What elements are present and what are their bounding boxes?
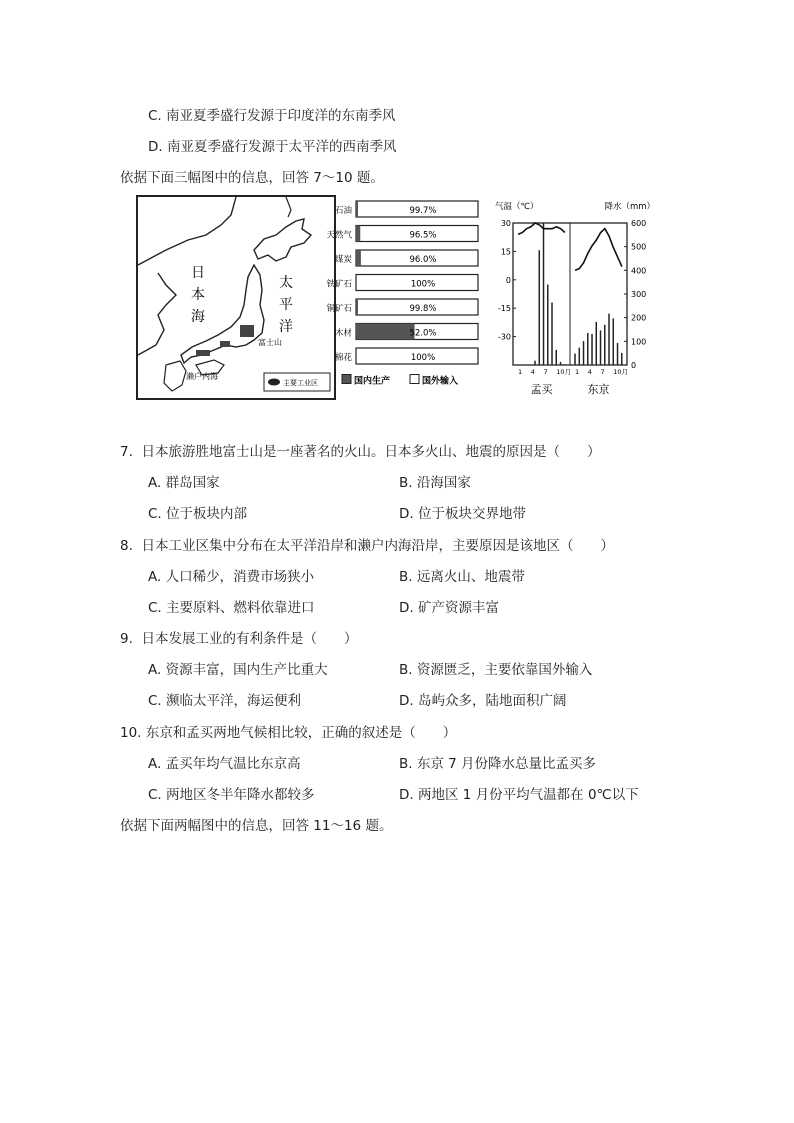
resource-value-label: 99.8% [409,304,437,314]
resource-domestic-bar [356,226,360,242]
resource-name: 铜矿石 [326,304,352,314]
q8-option-a[interactable]: A. 人口稀少，消费市场狭小 [148,569,315,585]
intro-7-10: 依据下面三幅图中的信息，回答 7～10 题。 [120,170,384,186]
climate-chart [495,195,655,400]
resource-value-label: 96.5% [409,230,437,241]
month-tick: 1 [518,368,523,376]
q7-option-d[interactable]: D. 位于板块交界地带 [399,506,526,522]
q10-option-a[interactable]: A. 孟买年均气温比东京高 [148,756,301,772]
q10-option-b[interactable]: B. 东京 7 月份降水总量比孟买多 [399,756,597,772]
resource-name: 天然气 [326,230,352,241]
resource-dependency-chart [326,195,490,400]
month-tick: 10月 [613,368,629,376]
precip-tick: 400 [631,266,647,276]
precip-bar [574,354,575,365]
month-tick: 1 [575,368,580,376]
month-tick: 4 [587,368,592,376]
map-label-pacific-2: 平 [279,297,293,313]
q9-option-c[interactable]: C. 濒临太平洋，海运便利 [148,693,302,709]
q9-option-a[interactable]: A. 资源丰富，国内生产比重大 [148,662,328,678]
q8-option-d[interactable]: D. 矿产资源丰富 [399,600,499,616]
q7-option-b[interactable]: B. 沿海国家 [399,475,471,491]
map-label-pacific-1: 太 [279,275,293,291]
month-tick: 10月 [556,368,572,376]
q7-option-a[interactable]: A. 群岛国家 [148,475,220,491]
resource-value-label: 100% [410,279,436,290]
precip-tick: 600 [631,219,647,228]
temp-tick: -30 [497,332,511,342]
q10-option-d[interactable]: D. 两地区 1 月份平均气温都在 0℃以下 [399,787,639,803]
question-stem: 日本工业区集中分布在太平洋沿岸和濑户内海沿岸，主要原因是该地区（ ） [141,538,614,554]
precip-tick: 0 [631,361,637,370]
precip-bar [560,362,561,365]
precip-bar [579,348,580,365]
q8-option-b[interactable]: B. 远离火山、地震带 [399,569,525,585]
precip-bar [608,314,609,365]
map-label-sea-japan-3: 海 [191,309,205,325]
question-number: 7. [120,444,133,460]
precip-bar [604,325,605,365]
temp-line [518,223,565,234]
precip-bar [621,353,622,365]
resource-value-label: 99.7% [409,206,437,216]
precip-bar [583,341,584,365]
precip-bar [587,333,588,365]
question-7 [120,440,600,460]
question-number: 9. [120,631,133,647]
resource-domestic-bar [356,324,415,340]
precip-bar [551,303,552,365]
month-tick: 7 [543,368,548,376]
precip-bar [564,364,565,365]
figure-group [130,195,670,400]
resource-domestic-bar [356,250,361,266]
precip-bar [534,361,535,365]
temp-line [575,229,622,271]
q9-option-b[interactable]: B. 资源匮乏，主要依靠国外输入 [399,662,593,678]
resource-name: 木材 [334,328,352,339]
question-stem: 东京和孟买两地气候相比较，正确的叙述是（ ） [145,725,457,741]
legend-industry-icon [268,379,280,386]
precip-bar [543,223,544,365]
japan-map [136,195,336,400]
precip-bar [539,250,540,365]
precip-bar [613,318,614,365]
question-9 [120,627,357,647]
city-label: 东京 [587,383,610,396]
q10-option-c[interactable]: C. 两地区冬半年降水都较多 [148,787,315,803]
resource-name: 煤炭 [334,255,352,265]
question-10 [120,721,456,741]
temp-tick: 15 [500,247,511,257]
legend-import-label: 国外输入 [422,376,459,387]
q7-option-c[interactable]: C. 位于板块内部 [148,506,248,522]
precip-tick: 300 [631,290,647,299]
map-label-seto: 濑户内海 [186,372,218,381]
map-legend-label: 主要工业区 [283,379,318,387]
temp-tick: 0 [505,275,511,285]
month-tick: 7 [600,368,605,376]
temp-tick: -15 [497,304,511,314]
month-tick: 4 [530,368,535,376]
temp-tick: 30 [500,219,511,228]
precip-bar [600,330,601,365]
q8-option-c[interactable]: C. 主要原料、燃料依靠进口 [148,600,315,616]
question-number: 10. [120,725,142,741]
resource-value-label: 96.0% [409,255,437,265]
map-label-sea-japan-1: 日 [191,265,205,281]
legend-domestic-swatch [342,375,351,384]
temp-axis-title: 气温（℃） [495,202,539,212]
resource-domestic-bar [356,201,358,217]
question-8 [120,534,614,554]
legend-import-swatch [410,375,419,384]
resource-value-label: 52.0% [409,328,437,339]
precip-bar [591,334,592,365]
resource-domestic-bar [356,299,358,315]
precip-axis-title: 降水（mm） [604,202,655,212]
precip-bar [596,322,597,365]
resource-name: 铁矿石 [326,279,352,290]
option-d-prev: D. 南亚夏季盛行发源于太平洋的西南季风 [148,139,397,155]
option-c-prev: C. 南亚夏季盛行发源于印度洋的东南季风 [148,108,396,124]
resource-name: 棉花 [334,353,352,363]
map-label-pacific-3: 洋 [279,319,293,335]
map-label-fuji: 富士山 [258,338,282,347]
question-stem: 日本旅游胜地富士山是一座著名的火山。日本多火山、地震的原因是（ ） [141,444,601,460]
map-label-sea-japan-2: 本 [191,287,205,303]
legend-domestic-label: 国内生产 [354,376,391,387]
city-label: 孟买 [530,383,553,396]
precip-tick: 200 [631,313,647,323]
intro-11-16: 依据下面两幅图中的信息，回答 11～16 题。 [120,818,393,834]
precip-tick: 100 [631,337,647,347]
resource-value-label: 100% [410,353,436,363]
resource-name: 石油 [334,206,352,216]
question-number: 8. [120,538,133,554]
precip-tick: 500 [631,242,647,252]
precip-bar [556,350,557,365]
q9-option-d[interactable]: D. 岛屿众多，陆地面积广阔 [399,693,567,709]
question-stem: 日本发展工业的有利条件是（ ） [141,631,358,647]
precip-bar [547,285,548,365]
precip-bar [617,343,618,365]
